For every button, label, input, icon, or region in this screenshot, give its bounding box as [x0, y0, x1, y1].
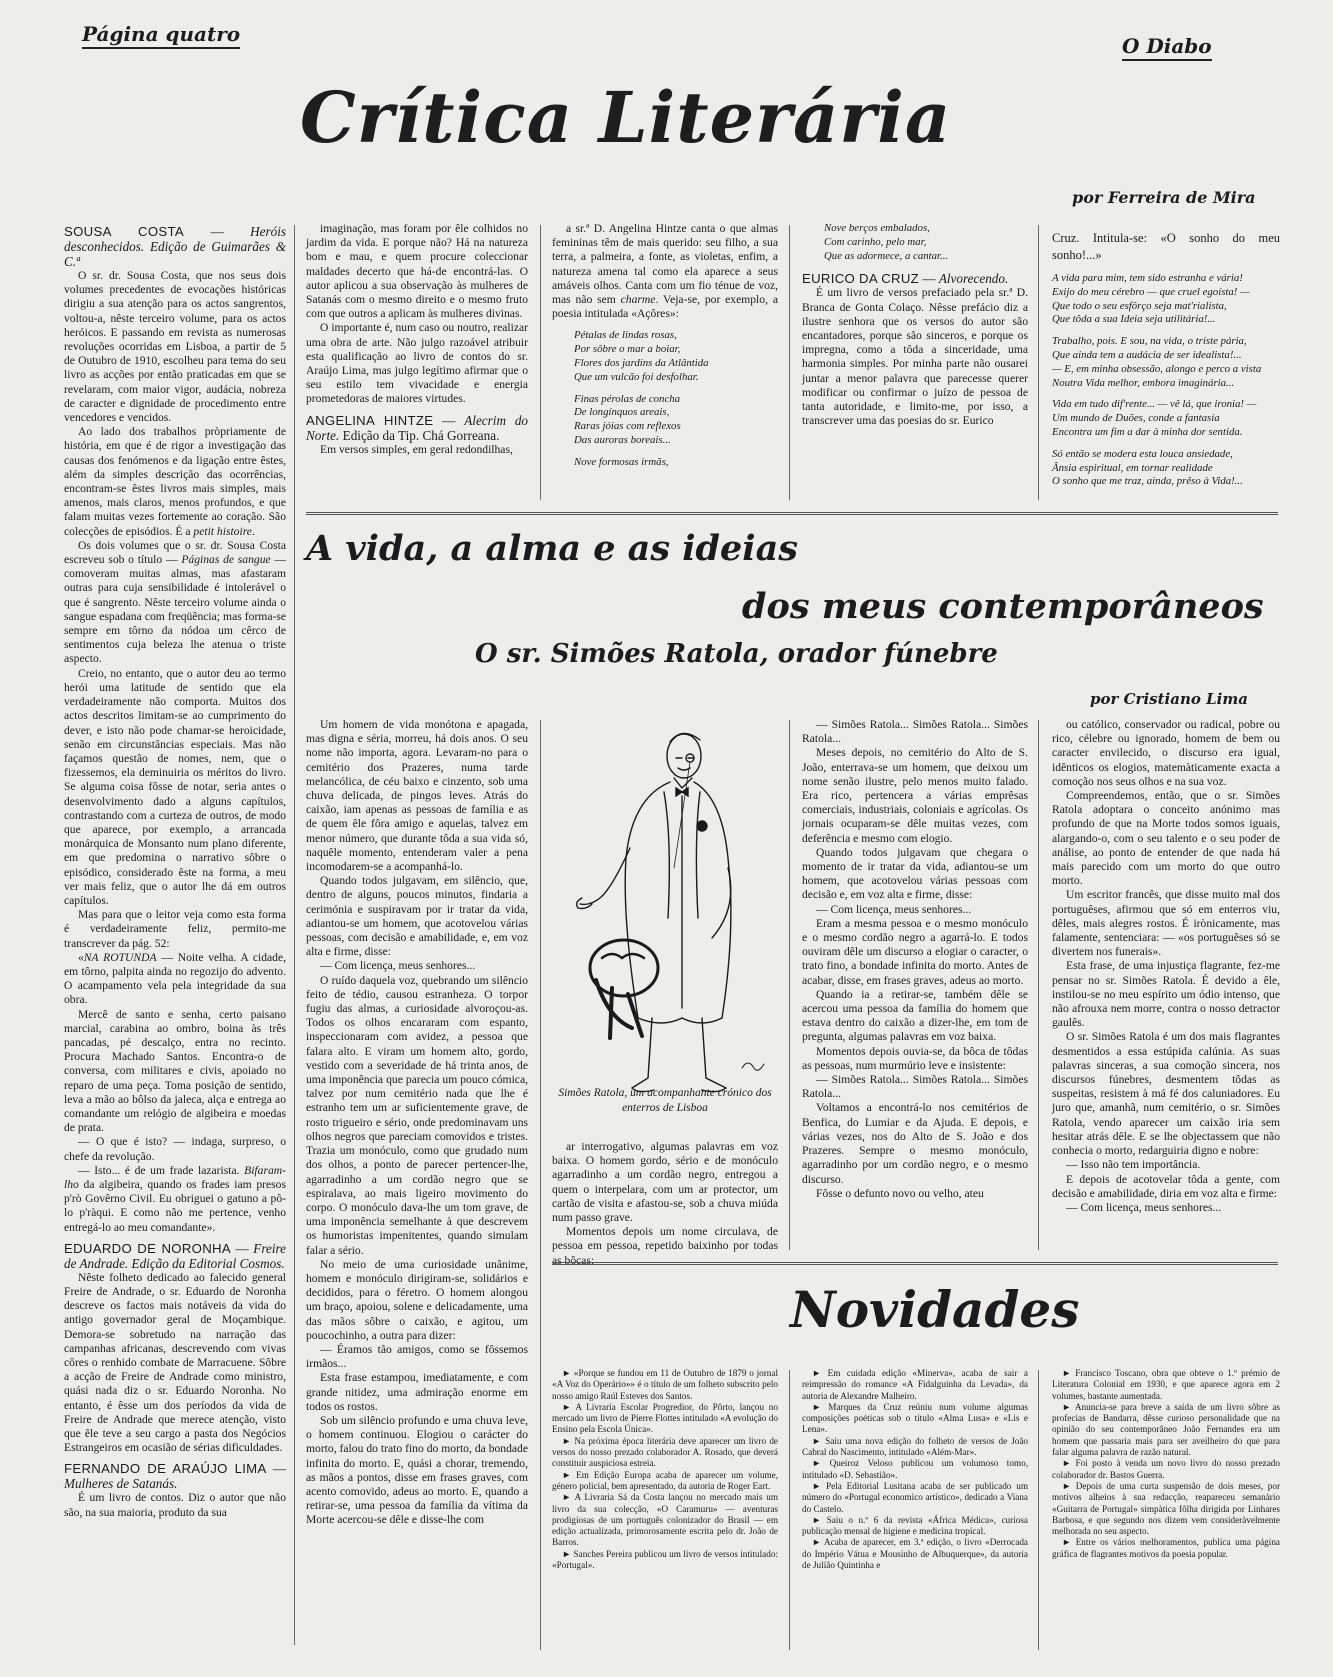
vida-column-2	[552, 1140, 778, 1267]
critica-column-2	[306, 222, 528, 500]
paragraph: Mas para que o leitor veja como esta forma é verdadeiramente feliz, permito-me transcrever da pág. 52:	[64, 908, 286, 950]
poem-line: Que todo o seu esfôrço seja mat'rialista,	[1052, 299, 1227, 312]
paragraph: Esta frase, de uma injustiça flagrante, fez-me pensar no sr. Simões Ratola. É devido a êle, instilou-se no meu espírito um ódio intenso, que não afrouxa nem morre, contra o nosso detractor gaulês.	[1052, 959, 1280, 1030]
paragraph: Mercê de santo e senha, certo paisano marcial, carabina ao ombro, boina às três pancadas, pé descalço, entra no recinto. Procura Machado Santos. Encontra-o de conversa, com militares e civis, apoiado no reparo de uma peça. Toma posição de sentido, leva a mão ao bôlso da jaleca, alça e entrega ao comandante um relógio de algibeira e moedas de prata.	[64, 1007, 286, 1135]
paragraph: O sr. dr. Sousa Costa, que nos seus dois volumes precedentes de evocações históricas dirigiu a sua atenção para os actos sangrentos, voltou-a, nêste terceiro volume, para os actos heróicos. E passando em revista as numerosas revoluções ocorridas em Lisboa, a partir de 5 de Outubro de 1910, escolheu para tema do seu livro as acções por então praticadas em que se revelaram, com maior vigor, audácia, nobreza de caracter e dignidade de procedimento entre vencedores e vencidos.	[64, 269, 286, 425]
news-item: ► Anuncia-se para breve a saída de um livro sôbre as profecias de Bandarra, dêsse curioso personalidade que na opinião do seu contemporâneo João Fernandes era um homem que passaria mais para ser aveilheiro do que para falar alguma palavra de razão natural.	[1052, 1401, 1280, 1458]
critica-title: Crítica Literária	[300, 76, 952, 159]
novidades-column-1	[552, 1368, 778, 1658]
news-item: ► Entre os vários melhoramentos, publica uma página gráfica de flagrantes motivos da poesia popular.	[1052, 1537, 1281, 1559]
poem-line: Vida em tudo dif'rente... — vê lá, que ironia! —	[1052, 398, 1257, 411]
poem-stanza	[824, 222, 1028, 263]
news-item: ► Acaba de aparecer, em 3.ª edição, o livro «Derrocada do Império Vátua e Mousinho de Albuquerque», da autoria de Julião Quintinha e	[802, 1537, 1028, 1571]
paragraph: ANGELINA HINTZE — Alecrim do Norte. Edição da Tip. Chá Gorreana.	[306, 412, 529, 443]
news-item: ► Pela Editorial Lusitana acaba de ser publicado um número do «Portugal economico artístico», dedicado a Viana do Castelo.	[802, 1480, 1028, 1514]
column-divider	[789, 1370, 790, 1650]
vida-title-line-1: A vida, a alma e as ideias	[306, 528, 798, 569]
paragraph: Um homem de vida monótona e apagada, mas digna e séria, morreu, há dois anos. O seu nome não importa, agora. Levaram-no para o cemitério dos Prazeres, numa tarde melancólica, de céu baixo e cinzento, sob uma chuva delicada, de pingos leves. Atrás do caixão, iam apenas as pessoas de família e as de quem êle fôra amigo e aquelas, talvez em menor número, que durante tôda a sua vida só, naquêle momento, entenderam valer a pena incomodarem-se a acompanhá-lo.	[306, 718, 528, 874]
paragraph: Momentos depois um nome circulava, de pessoa em pessoa, repetido baixinho por todas as bôcas:	[552, 1225, 778, 1267]
paragraph: No meio de uma curiosidade unânime, homem e monóculo dirigiram-se, solidários e decididos, para o féretro. O homem alongou um braço, apoiou, solene e delicadamente, uma das mãos sôbre o caixão, e agitou, um poucochinho, a outra para dizer:	[306, 1257, 528, 1342]
column-divider	[540, 225, 541, 500]
paragraph: E depois de acotovelar tôda a gente, com decisão e amabilidade, diria em voz alta e firme:	[1052, 1172, 1280, 1200]
paragraph: Os dois volumes que o sr. dr. Sousa Costa escreveu sob o título — Páginas de sangue — comoveram muitas almas, mas afastaram outras para cuja sensibilidade é intolerável o que é sangrento. Nêste terceiro volume ainda o sangue espadana com freqüência; mas forma-se sempre em tôrno da nódoa um cêrco de sentimentos cuja beleza lhe atenua o triste aspecto.	[64, 538, 286, 666]
paragraph: Ao lado dos trabalhos pròpriamente de história, em que é de rigor a investigação das causas dos fenómenos e da ligação entre êstes, além da simples descrição das ocorrências, encontram-se êstes livros mais simples, mais amenos, mais claros, menos profundos, e que falam muitas vezes fortemente ao coração. São colecções de episódios. É a petit histoire.	[64, 425, 286, 538]
poem-stanza	[1052, 335, 1280, 390]
paragraph: — Isso não tem importância.	[1066, 1158, 1201, 1172]
vida-column-3	[802, 718, 1028, 1250]
vida-byline: por Cristiano Lima	[1090, 690, 1248, 708]
paragraph: — Simões Ratola... Simões Ratola... Simões Ratola...	[802, 1073, 1028, 1101]
paragraph: É um livro de versos prefaciado pela sr.ª D. Branca de Gonta Colaço. Nêsse prefácio diz a ilustre senhora que os versos do autor são encantadores, porque são sinceros, e porque os impregna, como a tôda a sinceridade, uma harmonia simples. Por minha parte não ousarei juntar a menor palavra que parecesse querer modificar ou confirmar o juízo de pessoa de tanta autoridade, e limito-me, por isso, a transcrever uma das poesias do sr. Eurico	[802, 286, 1028, 428]
simoes-ratola-drawing	[552, 718, 778, 1138]
vida-column-4	[1052, 718, 1280, 1250]
paragraph: SOUSA COSTA — Heróis desconhecidos. Edição de Guimarães & C.ª	[64, 224, 287, 269]
paragraph: Voltamos a encontrá-lo nos cemitérios de Benfica, do Lumiar e da Ajuda. E depois, e várias vezes, nos do Alto de S. João e dos Prazeres. Sempre o mesmo monóculo, agarradinho por um cordão negro, e o mesmo discurso.	[802, 1101, 1028, 1186]
newspaper-name: O Diabo	[1122, 34, 1212, 61]
poem-line: Que um vulcão foi desfolhar.	[574, 370, 699, 383]
critica-column-1	[64, 218, 286, 1658]
news-item: ► A Livraria Escolar Progredior, do Pôrto, lançou no mercado um livro de Pierre Flottes intitulado «A evolução do Ensino pela Escola Única».	[552, 1401, 778, 1435]
paragraph: FERNANDO DE ARAÚJO LIMA — Mulheres de Satanás.	[64, 1461, 286, 1492]
poem-stanza	[574, 456, 778, 470]
paragraph: ar interrogativo, algumas palavras em voz baixa. O homem gordo, sério e de monóculo agarradinho a um cordão negro, entregou a quem o interpelara, com um ar protector, um cartão de visita e afastou-se, sob a chuva miúda num passo grave.	[552, 1140, 778, 1225]
portrait-illustration	[552, 718, 778, 1138]
news-item: ► Em cuidada edição «Minerva», acaba de sair a reimpressão do romance «A Fidalguinha da Levada», da autoria de Alexandre Malheiro.	[802, 1368, 1028, 1401]
paragraph: Quando todos julgavam, em silêncio, que, dentro de alguns, poucos minutos, findaria a cerimónia e suspiravam por ir tratar da vida, adiantou-se um homem, que acotovelou várias pessoas, com decisão e amabilidade, e, em voz alta e firme, disse:	[306, 874, 528, 959]
section-divider	[306, 512, 1278, 515]
paragraph: É um livro de contos. Diz o autor que não são, na sua maioria, produto da sua	[64, 1491, 286, 1519]
poem-line: — E, em minha obsessão, alongo e perco a vista	[1052, 362, 1262, 375]
news-item: ► Saiu uma nova edição do folheto de versos de João Cabral do Nascimento, intitulado «Além-Mar».	[802, 1435, 1029, 1458]
paragraph: EDUARDO DE NORONHA — Freire de Andrade. Edição da Editorial Cosmos.	[64, 1240, 286, 1271]
paragraph: O ruído daquela voz, quebrando um silêncio feito de tédio, causou estranheza. O torpor fugiu das almas, a curiosidade alvoroçou-as. Todos os olhos encararam com espanto, inspeccionaram com avidez, a pessoa que falara alto. E viram um homem alto, gordo, vestido com a severidade de há trinta anos, de uma imponência que parecia um pouco cómica, talvez por num cemitério nada que lhe é estranho tem um ar suficientemente grave, de rosto trigueiro e sério, onde predominavam uns olhos negros que pareciam comovidos e tristes. Trazia um monóculo, como que grudado num dos olhos, a ponto de parecer pertencer-lhe, agarradinho a um cordão negro que se espiralava, ao mais ligeiro movimento do corpo. O monóculo dava-lhe um tom grave, de uma imponência semelhante à que descrevem os humoristas impenitentes, quando simulam falar a sério.	[306, 973, 528, 1257]
poem	[1030, 272, 1280, 489]
paragraph: — Com licença, meus senhores...	[320, 959, 476, 973]
column-divider	[294, 225, 295, 1645]
poem-stanza	[1052, 398, 1280, 439]
poem-line: O sonho que me traz, ainda, prêso à Vida!...	[1052, 475, 1243, 488]
news-item: ► Saiu o n.º 6 da revista «África Médica», curiosa publicação mensal de higiene e medicina tropical.	[802, 1514, 1029, 1537]
section-divider	[552, 1262, 1278, 1265]
paragraph: EURICO DA CRUZ — Alvorecendo.	[802, 271, 1009, 287]
paragraph: Momentos depois ouvia-se, da bôca de tôdas as pessoas, num murmúrio leve e insistente:	[802, 1044, 1028, 1072]
column-divider	[1038, 1370, 1039, 1650]
column-divider	[540, 720, 541, 1650]
column-divider	[789, 720, 790, 1250]
poem-line: Por sôbre o mar a boiar,	[574, 343, 681, 356]
paragraph: — O que é isto? — indaga, surpreso, o chefe da revolução.	[64, 1135, 286, 1163]
paragraph: Em versos simples, em geral redondilhas,	[320, 442, 513, 456]
poem-line: Das auroras boreais...	[574, 434, 671, 446]
news-item: ► «Porque se fundou em 11 de Outubro de 1879 o jornal «A Voz do Operário»» é o título de um folheto subscrito pelo nosso amigo Raúl Esteves dos Santos.	[552, 1368, 778, 1401]
news-item: ► Na próxima época literária deve aparecer um livro de versos do nosso prezado colaborador A. Rosado, que deverá constituir auspiciosa estreia.	[552, 1435, 778, 1469]
paragraph: imaginação, mas foram por êle colhidos no jardim da vida. E porque não? Há na natureza bom e mau, e quem procure coleccionar maldades decerto que há-de encontrá-las. O autor aplicou a sua observação às mulheres de Satanás com o mesmo direito e o mesmo fruto com que outros a aplicam às mulheres divinas.	[306, 222, 528, 321]
poem-line: A vida para mim, tem sido estranha e vária!	[1052, 272, 1243, 284]
news-item: ► A Livraria Sá da Costa lançou no mercado mais um livro da sua colecção, «O Caramuru» — aventuras prodigiosas de um português colonizador do Brasil — em edição actualizada, primorosamente escrita pelo dr. João de Barros.	[552, 1492, 778, 1548]
poem-line: Um mundo de Duões, conde a fantasia	[1052, 412, 1220, 425]
poem-line: De longínquos areais,	[574, 406, 670, 419]
poem-line: Só então se modera esta louca ansiedade,	[1052, 447, 1233, 460]
paragraph: Esta frase estampou, imediatamente, e com grande nitidez, uma admiração enorme em todos os rostos.	[306, 1371, 528, 1413]
paragraph: Um escritor francês, que disse muito mal dos portuguêses, afirmou que só em enterros viu, dêles, mais alegres rostos. É irònicamente, mas falamente, sentenciara: — «os portuguêses só se divertem nos funerais».	[1052, 888, 1280, 959]
news-item: ► Foi posto à venda um novo livro do nosso prezado colaborador dr. Bastos Guerra.	[1052, 1458, 1280, 1480]
poem-line: Exijo do meu cérebro — que cruel egoísta! —	[1052, 285, 1250, 298]
poem-line: Que ainda tem a audácia de ser idealista!...	[1052, 348, 1242, 361]
poem-line: Ânsia espiritual, em tornar realidade	[1052, 461, 1213, 474]
page-number-label: Página quatro	[82, 22, 240, 49]
paragraph: ou católico, conservador ou radical, pobre ou rico, célebre ou ignorado, homem de bem ou caracter envilecido, o discurso era igual, idênticos os elogios, matemàticamente exacta a comoção nos seus olhos e na sua voz.	[1052, 718, 1280, 788]
paragraph: Nêste folheto dedicado ao falecido general Freire de Andrade, o sr. Eduardo de Noronha descreve os factos mais notáveis da vida do antigo governador geral de Moçambique. Demora-se sobretudo na narração das campanhas africanas, descrevendo com vivas côres o renhido combate de Marracuene. Sôbre a acção de Freire de Andrade como ministro, quási nada diz o sr. Eduardo Noronha. No entanto, é êsse um dos períodos da vida de Freire de Andrade que merece atenção, visto que êle teve a seu cargo a pasta dos Negócios Estrangeiros em ocasião de sérias dificuldades.	[64, 1270, 286, 1455]
vida-title-line-2: dos meus contemporâneos	[742, 586, 1264, 627]
poem-line: Que as adormece, a cantar...	[824, 249, 949, 262]
poem-line: Raras jóias com reflexos	[574, 420, 681, 433]
paragraph: — Com licença, meus senhores...	[816, 902, 972, 916]
paragraph: Quando ia a retirar-se, também dêle se acercou uma pessoa da família do homem que estava dentro do caixão a dizer-lhe, em tom de pregunta, algumas palavras em voz baixa.	[802, 987, 1028, 1044]
paragraph: O importante é, num caso ou noutro, realizar uma obra de arte. Não julgo razoável atribuir esta qualificação ao livro de contos do sr. Araújo Lima, mas julgo legítimo afirmar que o seu estilo tem vivacidade e energia prometedoras de maiores virtudes.	[306, 321, 528, 406]
critica-byline: por Ferreira de Mira	[1072, 188, 1256, 207]
paragraph: Creio, no entanto, que o autor deu ao termo herói uma latitude de sentido que ela verdadeiramente não comporta. Muitos dos actos descritos limitam-se ao cumprimento do dever, e isto não pode chamar-se heroicidade, senão em circunstâncias especiais. Mas não façamos questão de nomes, nem, que o fizessemos, ela deminuiria os méritos do livro. Se alguma coisa fôsse de notar, seria antes o desenvolvimento dado a alguns capítulos, contrastando com a curteza de outros, de modo que aparece, por exemplo, a arrancada monárquica de Monsanto num plano diferente, em que predomina o narrativo sôbre o episódico, considerado êste na forma, a meu ver mais feliz, que o autor lhe dá em outros capítulos.	[64, 666, 286, 907]
news-item: ► Depois de uma curta suspensão de dois meses, por motivos alheios à sua redacção, reapareceu semanàrio «Guitarra de Portugal» simpàtica fôlha dirigida por Linhares Barbosa, e que segundo nos dizem vem consideràvelmente melhorada no seu aspecto.	[1052, 1480, 1281, 1537]
poem-line: Finas pérolas de concha	[574, 392, 681, 405]
novidades-title: Novidades	[790, 1280, 1080, 1339]
news-item: ► Francisco Toscano, obra que obteve o 1.º prémio de Literatura Colonial em 1930, e que aparece agora em 2 volumes, bastante aumentada.	[1052, 1368, 1280, 1401]
news-item: ► Em Edição Europa acaba de aparecer um volume, género policial, bem apresentado, da autoria de Roger Eart.	[552, 1469, 778, 1491]
column-divider	[789, 225, 790, 500]
paragraph: Meses depois, no cemitério do Alto de S. João, enterrava-se um homem, que deixou um nome senão ilustre, pelo menos muito falado. Era rico, pertencera a várias emprêsas comerciais, industriais, coloniais e agrícolas. Os jornais ocuparam-se dêle muitas vezes, com deferência e mesmo com elogio.	[802, 746, 1028, 845]
poem-line: Encontra um fim a dar à minha dor sentida.	[1052, 425, 1243, 438]
paragraph: Sob um silêncio profundo e uma chuva leve, o homem continuou. Elogiou o carácter do morto, falou do trato fino do morto, da bondade infinita do morto. E, quási a chorar, tremendo, as mãos a pontos, disse em frases graves, com acento comovido, adeus ao morto. E, quando a retirar-se, uma pessoa da família da vítima da Morte acercou-se dêle e disse-lhe com	[306, 1413, 528, 1527]
poem-line: Flores dos jardins da Atlântida	[574, 357, 709, 370]
critica-column-5	[1052, 230, 1280, 512]
news-item: ► Marques da Cruz reüniu num volume algumas composições poéticas sob o título «Alma Lusa» e «Lis e Lena».	[802, 1401, 1028, 1435]
poem-stanza	[1052, 272, 1280, 327]
paragraph: Fôsse o defunto novo ou velho, ateu	[816, 1186, 984, 1200]
paragraph: — Éramos tão amigos, como se fôssemos irmãos...	[306, 1342, 528, 1371]
poem-stanza	[574, 393, 778, 448]
paragraph: Cruz. Intitula-se: «O sonho do meu sonho!...»	[1052, 231, 1280, 262]
paragraph: Quando todos julgavam que chegara o momento de ir tratar da vida, adiantou-se um homem, que acotovelou várias pessoas com decisão e, em voz alta e firme, disse:	[802, 845, 1028, 902]
paragraph: O sr. Simões Ratola é um dos mais flagrantes desmentidos a essa estúpida calúnia. As suas palavras sinceras, a sua comoção sincera, nos discursos fúnebres, desmentem tôdas as suspeitas, resistem à má fé dos caluniadores. Eu juro que, amanhã, num cemitério, o sr. Simões Ratola, vendo aparecer um caixão iria sem hesitar atrás dêle. E se lhe objectassem que não conhecia o morto, redarguiria digno e nobre:	[1052, 1030, 1280, 1158]
paragraph: Eram a mesma pessoa e o mesmo monóculo e o mesmo cordão negro a agarrá-lo. E todos ouviram dêle um discurso a elogiar o caracter, o trato fino, a bondade infinita do morto. Antes de acabar, disse, em frases graves, adeus ao morto.	[802, 916, 1028, 987]
poem-line: Nove berços embalados,	[824, 222, 930, 234]
news-item: ► Sanches Pereira publicou um livro de versos intitulado: «Portugal».	[552, 1548, 778, 1571]
poem-line: Trabalho, pois. E sou, na vida, o triste pária,	[1052, 335, 1247, 348]
illustration-caption: Simões Ratola, um acompanhante crónico dos enterros de Lisboa	[558, 1087, 772, 1114]
poem-stanza	[1052, 448, 1280, 489]
paragraph: a sr.ª D. Angelina Hintze canta o que almas femininas têm de mais querido: seu filho, a sua terra, a palmeira, a fonte, as violetas, enfim, a natureza amena tal como ela aparece a seus amáveis olhos. Canta com um fio ténue de voz, mas não sem charme. Veja-se, por exemplo, a poesia intitulada «Açôres»:	[552, 222, 778, 321]
novidades-column-3	[1052, 1368, 1280, 1658]
vida-subtitle: O sr. Simões Ratola, orador fúnebre	[475, 639, 998, 669]
poem	[552, 329, 778, 469]
critica-column-3	[552, 222, 778, 504]
poem-line: Nove formosas irmãs,	[574, 455, 669, 468]
poem	[802, 222, 1028, 263]
poem-line: Pétalas de lindas rosas,	[574, 329, 677, 342]
paragraph: — Isto... é de um frade lazarista. Bifaram-lho da algibeira, quando os frades iam presos p'rò Govêrno Civil. Eu obriguei o gatuno a pô-lo p'ràqui. E como não me pertence, venho entregá-lo ao meu comandante».	[64, 1163, 286, 1234]
poem-stanza	[574, 329, 778, 384]
poem-line: Com carinho, pelo mar,	[824, 235, 927, 248]
paragraph: «NA ROTUNDA — Noite velha. A cidade, em tôrno, palpita ainda no regozijo do advento. O acampamento vela pela integridade da sua obra.	[64, 950, 287, 1007]
poem-line: Que tôda a sua Ideia seja utilitária!...	[1052, 313, 1216, 326]
news-item: ► Queiroz Veloso publicou um volumoso tomo, intitulado «D. Sebastião».	[802, 1458, 1028, 1480]
novidades-column-2	[802, 1368, 1028, 1658]
vida-column-1	[306, 718, 528, 1653]
column-divider	[1038, 720, 1039, 1250]
paragraph: — Com licença, meus senhores...	[1066, 1200, 1222, 1214]
poem-line: Noutra Vida melhor, embora imaginária...	[1052, 376, 1235, 389]
paragraph: — Simões Ratola... Simões Ratola... Simões Ratola...	[802, 718, 1028, 746]
critica-column-4	[802, 222, 1028, 504]
paragraph: Compreendemos, então, que o sr. Simões Ratola adoptara o conceito anónimo mas profundo de que na Morte todos somos iguais, alargando-o, com o seu talento e o seu poder de análise, ao ponto de entender de que nada há mais parecido com um morto do que outro morto.	[1052, 789, 1280, 888]
